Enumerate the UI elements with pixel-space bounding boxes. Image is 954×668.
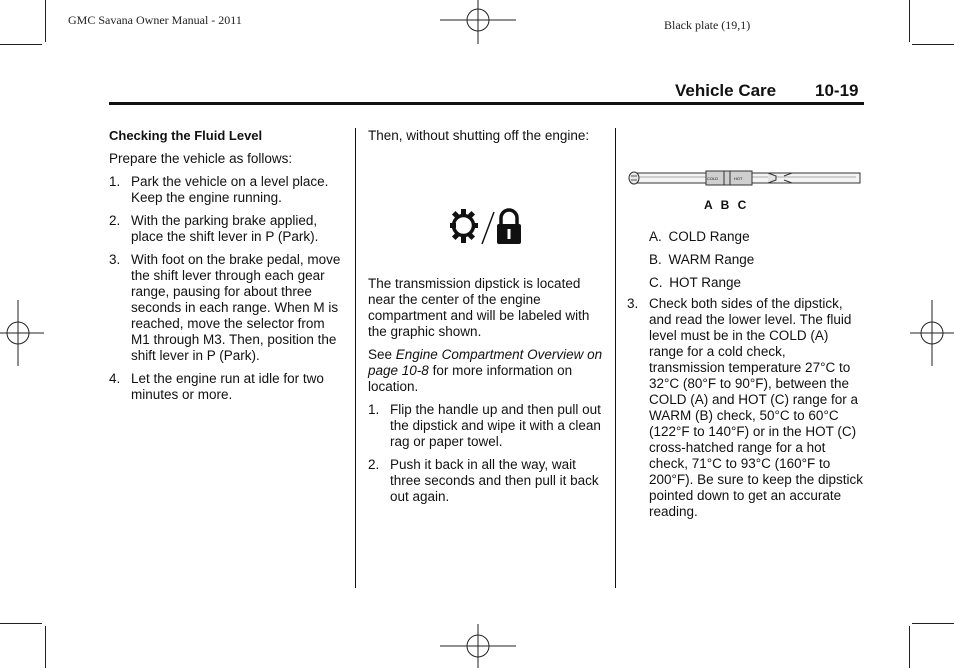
legend-item bbox=[649, 252, 754, 267]
list-text: Check both sides of the dipstick, and read the lower level. The fluid level must be in the COLD (A) range for a cold check, transmission temperature 27°C to 32°C (80°F to 90°F), between the COLD (A) and HOT (C) range for a WARM (B) check, 50°C to 60°C (122°F to 140°F) or in the HOT (C) cross-hatched range for a hot check, 71°C to 93°C (160°F to 200°F). Be sure to keep the dipstick pointed down to get an accurate reading. bbox=[649, 296, 864, 519]
list-number: 1. bbox=[109, 174, 121, 189]
band-cold-label: COLD bbox=[707, 176, 719, 181]
paragraph: The transmission dipstick is located near the center of the engine compartment and will be labeled with the graphic shown. bbox=[368, 276, 590, 339]
list-item bbox=[109, 252, 345, 364]
list-text: With the parking brake applied, place the shift lever in P (Park). bbox=[131, 213, 319, 244]
crop-mark bbox=[912, 623, 954, 624]
list-item bbox=[109, 174, 345, 206]
list-text: Flip the handle up and then pull out the dipstick and wipe it with a clean rag or paper towel. bbox=[390, 402, 601, 449]
section-title: Vehicle Care bbox=[675, 81, 777, 100]
header-rule bbox=[109, 102, 864, 105]
list-number: 3. bbox=[627, 296, 639, 311]
see-suffix: for more information on location. bbox=[368, 363, 573, 394]
figure-letter-a: A bbox=[704, 198, 713, 212]
crop-mark bbox=[0, 623, 42, 624]
list-number: 1. bbox=[368, 402, 380, 417]
column-divider bbox=[355, 128, 356, 588]
list-number: 2. bbox=[109, 213, 121, 228]
list-item bbox=[368, 402, 604, 450]
list-number: 2. bbox=[368, 457, 380, 472]
list-item bbox=[627, 296, 863, 520]
band-hot-label: HOT bbox=[734, 176, 743, 181]
paragraph: Then, without shutting off the engine: bbox=[368, 128, 590, 143]
figure-letter-c: C bbox=[737, 198, 747, 212]
see-prefix: See bbox=[368, 347, 396, 362]
legend-text: COLD Range bbox=[668, 229, 750, 244]
list-text: Park the vehicle on a level place. Keep the engine running. bbox=[131, 174, 329, 205]
list-item bbox=[109, 371, 345, 403]
list-text: With foot on the brake pedal, move the shift lever through each gear range, pausing for about three seconds in each range. When M is reached, move the selector from M1 through M3. Then, position the shift lever in P (Park). bbox=[131, 252, 341, 363]
column-2 bbox=[368, 128, 604, 151]
transmission-dipstick-icon bbox=[450, 208, 524, 246]
legend-key: B. bbox=[649, 252, 662, 267]
page-number: 10-19 bbox=[815, 81, 859, 100]
print-header-left: GMC Savana Owner Manual - 2011 bbox=[68, 13, 242, 27]
column-2-body bbox=[368, 276, 604, 512]
registration-mark-top bbox=[440, 0, 516, 44]
list-number: 3. bbox=[109, 252, 121, 267]
crop-mark bbox=[45, 0, 46, 42]
crop-mark bbox=[909, 626, 910, 668]
figure-letter-b: B bbox=[720, 198, 730, 212]
list-number: 4. bbox=[109, 371, 121, 386]
legend-text: WARM Range bbox=[668, 252, 755, 267]
legend-key: C. bbox=[649, 275, 663, 290]
legend-key: A. bbox=[649, 229, 662, 244]
legend-text: HOT Range bbox=[669, 275, 742, 290]
registration-mark-bottom bbox=[440, 624, 516, 668]
registration-mark-right bbox=[910, 300, 954, 366]
crop-mark bbox=[909, 0, 910, 42]
legend-item bbox=[649, 229, 750, 244]
crop-mark bbox=[45, 626, 46, 668]
section-heading: Checking the Fluid Level bbox=[109, 128, 263, 143]
registration-mark-left bbox=[0, 300, 44, 366]
list-text: Let the engine run at idle for two minutes or more. bbox=[131, 371, 324, 402]
figure-letters bbox=[704, 198, 746, 212]
cross-reference-link[interactable]: Engine Compartment Overview on page 10-8 bbox=[368, 347, 603, 378]
legend-item bbox=[649, 275, 741, 290]
list-item bbox=[368, 457, 604, 505]
column-3-body bbox=[627, 296, 863, 527]
paragraph bbox=[368, 347, 604, 395]
dipstick-illustration bbox=[626, 166, 862, 192]
print-header-right: Black plate (19,1) bbox=[664, 18, 751, 32]
list-text: Push it back in all the way, wait three seconds and then pull it back out again. bbox=[390, 457, 599, 504]
column-1 bbox=[109, 128, 345, 410]
crop-mark bbox=[912, 44, 954, 45]
paragraph: Prepare the vehicle as follows: bbox=[109, 151, 293, 166]
column-divider bbox=[615, 128, 616, 588]
crop-mark bbox=[0, 44, 42, 45]
list-item bbox=[109, 213, 345, 245]
